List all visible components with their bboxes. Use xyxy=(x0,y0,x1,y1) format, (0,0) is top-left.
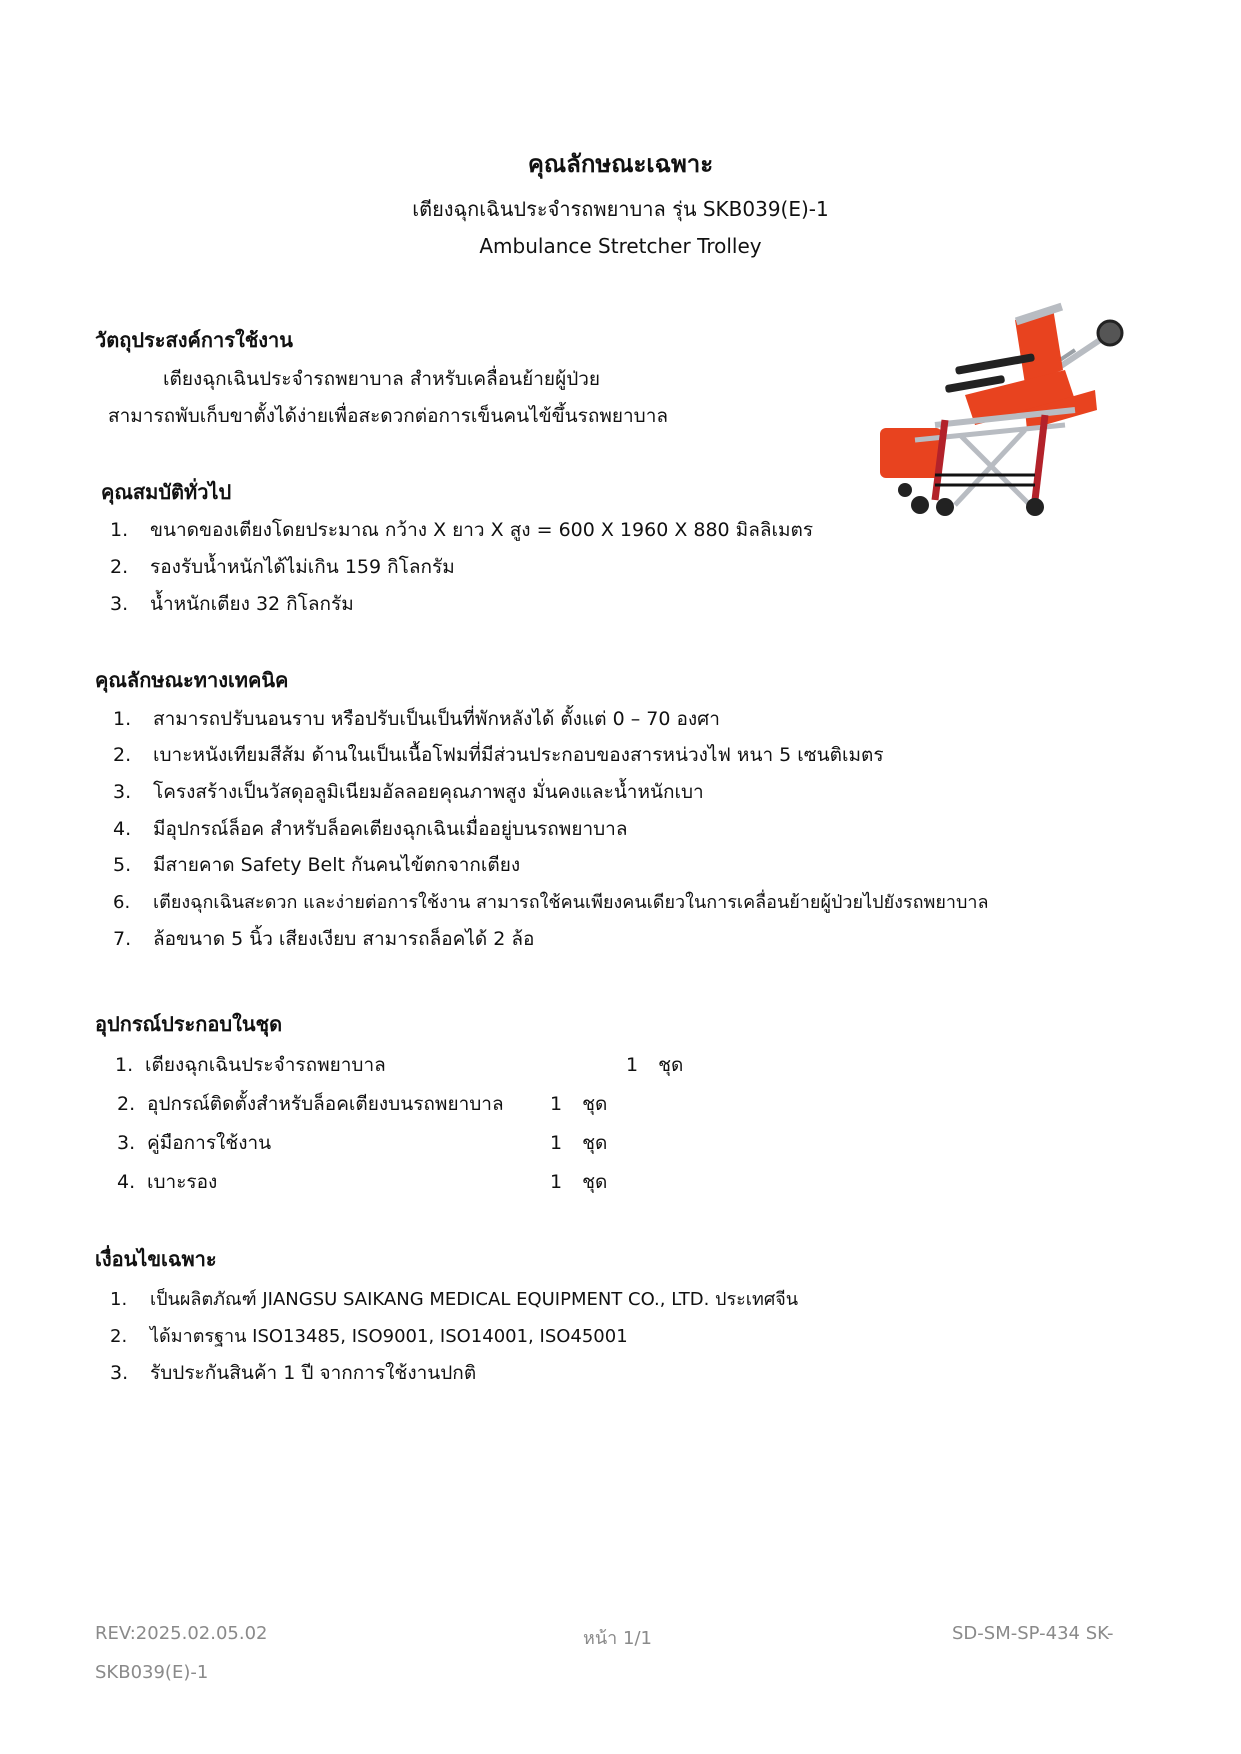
item-number: 1. xyxy=(113,708,132,730)
item-number: 2. xyxy=(113,744,132,766)
item-text: คู่มือการใช้งาน xyxy=(147,1132,272,1154)
accessories-heading: อุปกรณ์ประกอบในชุด xyxy=(95,1012,283,1036)
technical-item-1 xyxy=(113,704,720,734)
purpose-heading: วัตถุประสงค์การใช้งาน xyxy=(95,328,293,352)
condition-item-1 xyxy=(110,1284,798,1313)
item-number: 3. xyxy=(117,1132,136,1154)
item-number: 2. xyxy=(117,1093,136,1115)
technical-item-7 xyxy=(113,924,534,954)
accessory-item-4 xyxy=(117,1167,217,1197)
item-text: ได้มาตรฐาน ISO13485, ISO9001, ISO14001, ISO45001 xyxy=(150,1326,628,1347)
item-text: โครงสร้างเป็นวัสดุอลูมิเนียมอัลลอยคุณภาพสูง มั่นคงและน้ำหนักเบา xyxy=(153,781,704,803)
qty-unit: ชุด xyxy=(582,1171,608,1193)
item-text: เตียงฉุกเฉินสะดวก และง่ายต่อการใช้งาน สามารถใช้คนเพียงคนเดียวในการเคลื่อนย้ายผู้ป่วยไปยังรถพยาบาล xyxy=(153,892,989,913)
condition-item-3 xyxy=(110,1358,476,1388)
purpose-line-2: สามารถพับเก็บขาตั้งได้ง่ายเพื่อสะดวกต่อการเข็นคนไข้ขึ้นรถพยาบาล xyxy=(108,405,669,427)
item-number: 1. xyxy=(110,1289,128,1310)
item-text: มีอุปกรณ์ล็อค สำหรับล็อคเตียงฉุกเฉินเมื่ออยู่บนรถพยาบาล xyxy=(153,818,628,840)
accessory-qty-1 xyxy=(626,1050,683,1080)
general-heading: คุณสมบัติทั่วไป xyxy=(101,480,232,504)
purpose-line-1: เตียงฉุกเฉินประจำรถพยาบาล สำหรับเคลื่อนย้ายผู้ป่วย xyxy=(163,368,601,390)
item-text: สามารถปรับนอนราบ หรือปรับเป็นเป็นที่พักหลังได้ ตั้งแต่ 0 – 70 องศา xyxy=(153,708,720,730)
product-subtitle-thai: เตียงฉุกเฉินประจำรถพยาบาล รุ่น SKB039(E)-1 xyxy=(412,197,829,221)
item-text: มีสายคาด Safety Belt กันคนไข้ตกจากเตียง xyxy=(153,854,521,876)
item-number: 7. xyxy=(113,928,132,950)
technical-item-6 xyxy=(113,887,989,916)
qty-value: 1 xyxy=(626,1054,639,1076)
item-number: 2. xyxy=(110,1326,128,1347)
technical-heading: คุณลักษณะทางเทคนิค xyxy=(95,668,289,692)
item-text: ขนาดของเตียงโดยประมาณ กว้าง X ยาว X สูง = 600 X 1960 X 880 มิลลิเมตร xyxy=(150,519,814,541)
conditions-heading: เงื่อนไขเฉพาะ xyxy=(95,1247,217,1271)
item-number: 3. xyxy=(110,1362,129,1384)
footer-document-code-continued: SKB039(E)-1 xyxy=(95,1662,209,1683)
accessory-qty-3 xyxy=(550,1128,607,1158)
item-text: เป็นผลิตภัณฑ์ JIANGSU SAIKANG MEDICAL EQUIPMENT CO., LTD. ประเทศจีน xyxy=(150,1289,799,1310)
item-number: 3. xyxy=(113,781,132,803)
general-item-3 xyxy=(110,589,354,619)
page-title: คุณลักษณะเฉพาะ xyxy=(527,150,714,178)
item-text: รับประกันสินค้า 1 ปี จากการใช้งานปกติ xyxy=(150,1362,477,1384)
qty-value: 1 xyxy=(550,1132,563,1154)
general-item-2 xyxy=(110,552,455,582)
accessory-item-3 xyxy=(117,1128,271,1158)
accessory-qty-2 xyxy=(550,1089,607,1119)
general-item-1 xyxy=(110,515,813,545)
accessory-item-1 xyxy=(115,1050,386,1080)
technical-item-3 xyxy=(113,777,704,807)
stretcher-product-image xyxy=(875,300,1125,518)
qty-value: 1 xyxy=(550,1093,563,1115)
accessory-qty-4 xyxy=(550,1167,607,1197)
footer-document-code: SD-SM-SP-434 SK- xyxy=(952,1623,1114,1644)
item-text: ล้อขนาด 5 นิ้ว เสียงเงียบ สามารถล็อคได้ 2 ล้อ xyxy=(153,928,535,950)
item-number: 4. xyxy=(117,1171,136,1193)
qty-unit: ชุด xyxy=(582,1132,608,1154)
technical-item-5 xyxy=(113,850,520,880)
item-text: อุปกรณ์ติดตั้งสำหรับล็อคเตียงบนรถพยาบาล xyxy=(147,1093,504,1115)
item-text: รองรับน้ำหนักได้ไม่เกิน 159 กิโลกรัม xyxy=(150,556,455,578)
item-number: 6. xyxy=(113,892,131,913)
item-number: 5. xyxy=(113,854,132,876)
item-number: 1. xyxy=(115,1054,134,1076)
footer-revision: REV:2025.02.05.02 xyxy=(95,1623,268,1644)
footer-page-number: หน้า 1/1 xyxy=(583,1628,652,1649)
qty-value: 1 xyxy=(550,1171,563,1193)
technical-item-2 xyxy=(113,740,884,770)
item-text: เบาะรอง xyxy=(147,1171,218,1193)
accessory-item-2 xyxy=(117,1089,504,1119)
qty-unit: ชุด xyxy=(658,1054,684,1076)
item-number: 3. xyxy=(110,593,129,615)
item-number: 1. xyxy=(110,519,129,541)
qty-unit: ชุด xyxy=(582,1093,608,1115)
item-text: เบาะหนังเทียมสีส้ม ด้านในเป็นเนื้อโฟมที่มีส่วนประกอบของสารหน่วงไฟ หนา 5 เซนติเมตร xyxy=(153,744,884,766)
item-text: เตียงฉุกเฉินประจำรถพยาบาล xyxy=(145,1054,386,1076)
condition-item-2 xyxy=(110,1321,628,1350)
technical-item-4 xyxy=(113,814,628,844)
item-number: 4. xyxy=(113,818,132,840)
product-subtitle-english: Ambulance Stretcher Trolley xyxy=(479,234,762,258)
item-text: น้ำหนักเตียง 32 กิโลกรัม xyxy=(150,593,354,615)
item-number: 2. xyxy=(110,556,129,578)
